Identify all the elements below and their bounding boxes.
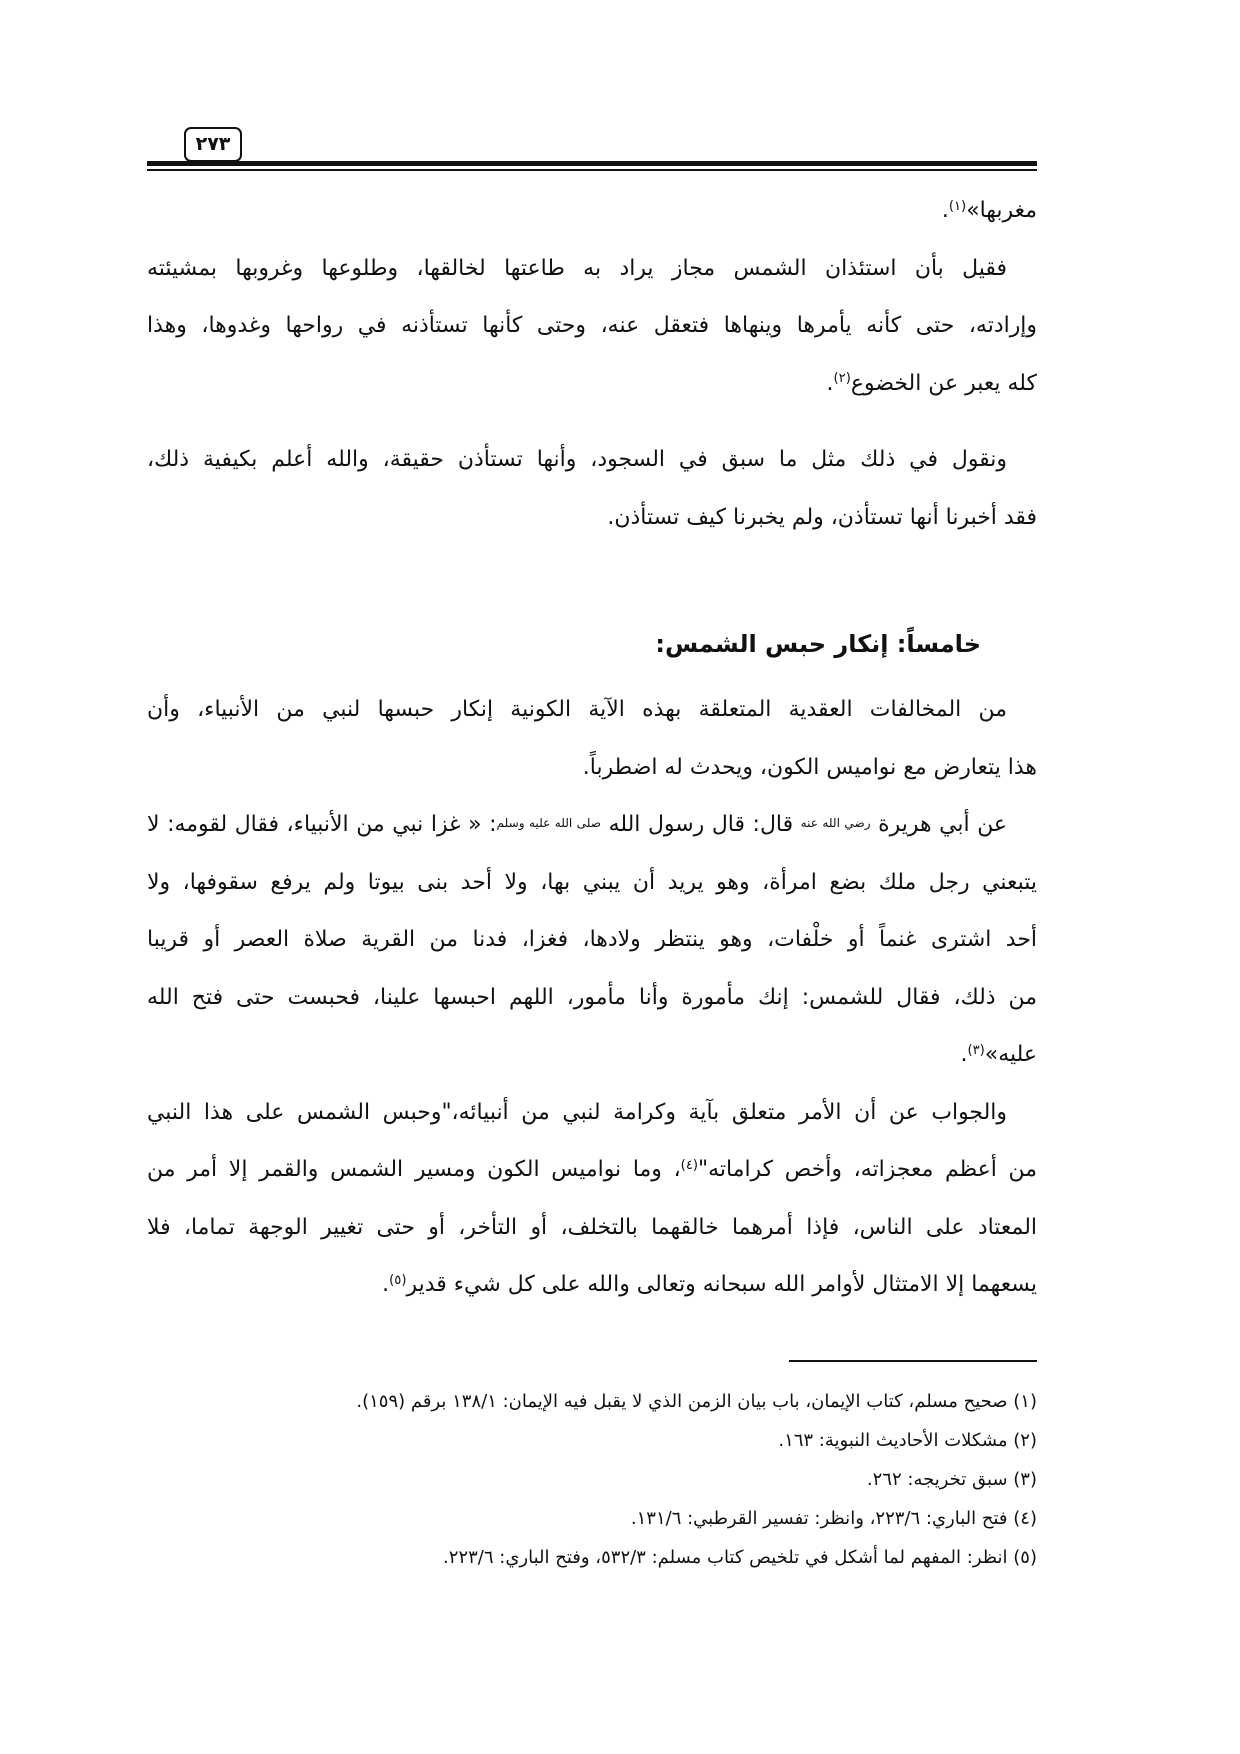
line-text: يتبعني رجل ملك بضع امرأة، وهو يريد أن يبني بها، ولا أحد بنى بيوتا ولم يرفع سقوفها، ولا xyxy=(147,869,1037,895)
line-text: ، وما نواميس الكون ومسير الشمس والقمر إلا أمر من xyxy=(147,1157,681,1182)
header-rule-thin xyxy=(147,169,1037,171)
text-line xyxy=(147,489,1037,547)
line-text: المعتاد على الناس، فإذا أمرهما خالقهما بالتخلف، أو التأخر، أو حتى تغيير الوجهة تماما، فلا xyxy=(147,1214,1037,1240)
footnote-number: (٣) xyxy=(1013,1469,1037,1490)
footnote-text: فتح الباري: ٢٢٣/٦، وانظر: تفسير القرطبي: ١٣١/٦. xyxy=(630,1508,1008,1529)
line-text: والجواب عن أن الأمر متعلق بآية وكرامة لنبي من أنبيائه،"وحبس الشمس على هذا النبي xyxy=(147,1099,1007,1125)
text-line xyxy=(147,182,1037,240)
footnote-number: (١) xyxy=(1013,1391,1037,1412)
text-line xyxy=(147,1141,1037,1199)
footnote-ref: (١) xyxy=(948,198,967,214)
line-text: . xyxy=(941,198,949,223)
line-text: من أعظم معجزاته، وأخص كراماته" xyxy=(698,1157,1037,1182)
footnote-ref: (٥) xyxy=(389,1272,407,1288)
honorific-glyph: صلى الله عليه وسلم xyxy=(496,815,601,830)
line-text: من ذلك، فقال للشمس: إنك مأمورة وأنا مأمور، اللهم احبسها علينا، فحبست حتى فتح الله xyxy=(147,984,1037,1010)
line-text: . xyxy=(960,1042,968,1067)
footnote-ref: (٢) xyxy=(833,371,851,387)
footnote-number: (٤) xyxy=(1013,1508,1037,1529)
line-text: فقيل بأن استئذان الشمس مجاز يراد به طاعتها لخالقها، وطلوعها وغروبها بمشيئته xyxy=(147,255,1007,281)
line-text: مغربها» xyxy=(966,198,1037,223)
footnote-ref: (٤) xyxy=(680,1157,699,1173)
paragraph xyxy=(147,796,1037,1084)
line-text: يسعهما إلا الامتثال لأوامر الله سبحانه وتعالى والله على كل شيء قدير xyxy=(406,1272,1037,1297)
footnote-text: مشكلات الأحاديث النبوية: ١٦٣. xyxy=(778,1430,1008,1451)
line-text: عليه» xyxy=(984,1042,1037,1067)
main-text xyxy=(147,182,1037,1314)
line-text: كله يعبر عن الخضوع xyxy=(850,370,1037,396)
footnote-text: انظر: المفهم لما أشكل في تلخيص كتاب مسلم: ٥٣٢/٣، وفتح الباري: ٢٢٣/٦. xyxy=(443,1547,1008,1568)
footnote-item xyxy=(147,1460,1037,1499)
footnote-item xyxy=(147,1382,1037,1421)
text-line xyxy=(147,739,1037,797)
footnote-text: صحيح مسلم، كتاب الإيمان، باب بيان الزمن الذي لا يقبل فيه الإيمان: ١٣٨/١ برقم (١٥٩). xyxy=(356,1391,1008,1412)
text-line xyxy=(147,911,1037,969)
header-rule-thick xyxy=(147,161,1037,166)
line-text: هذا يتعارض مع نواميس الكون، ويحدث له اضطرباً. xyxy=(582,754,1037,780)
paragraph xyxy=(147,1084,1037,1314)
footnote-number: (٥) xyxy=(1013,1547,1037,1568)
text-line xyxy=(147,240,1037,298)
paragraph xyxy=(147,431,1037,546)
text-line xyxy=(147,796,1037,854)
section-heading: خامساً: إنكار حبس الشمس: xyxy=(655,630,981,658)
text-line xyxy=(147,1026,1037,1084)
line-text: . xyxy=(826,370,834,396)
paragraph xyxy=(147,681,1037,796)
footnote-item xyxy=(147,1421,1037,1460)
paragraph xyxy=(147,240,1037,413)
footnotes xyxy=(147,1382,1037,1577)
footnote-item xyxy=(147,1538,1037,1577)
line-text: : « غزا نبي من الأنبياء، فقال لقومه: لا xyxy=(147,812,497,837)
text-line xyxy=(147,1084,1037,1142)
footnote-separator xyxy=(789,1360,1037,1362)
text-line xyxy=(147,969,1037,1027)
line-text: عن أبي هريرة xyxy=(878,812,1008,837)
text-line xyxy=(147,355,1037,413)
line-text: ونقول في ذلك مثل ما سبق في السجود، وأنها تستأذن حقيقة، والله أعلم بكيفية ذلك، xyxy=(147,447,1007,472)
text-line xyxy=(147,297,1037,355)
paragraph xyxy=(147,182,1037,240)
line-text: . xyxy=(382,1272,390,1297)
footnote-item xyxy=(147,1499,1037,1538)
honorific-glyph: رضي الله عنه xyxy=(800,815,871,830)
line-text: قال: قال رسول الله xyxy=(608,812,794,837)
line-text: من المخالفات العقدية المتعلقة بهذه الآية الكونية إنكار حبسها لنبي من الأنبياء، وأن xyxy=(147,697,1007,722)
text-line xyxy=(147,1199,1037,1257)
footnote-text: سبق تخريجه: ٢٦٢. xyxy=(866,1469,1008,1490)
page-number-box xyxy=(184,127,242,162)
text-line xyxy=(147,1256,1037,1314)
footnote-ref: (٣) xyxy=(967,1042,985,1058)
text-line xyxy=(147,431,1037,489)
text-line xyxy=(147,681,1037,739)
line-text: وإرادته، حتى كأنه يأمرها وينهاها فتعقل عنه، وحتى كأنها تستأذنه في رواحها وغدوها، وهذا xyxy=(147,313,1037,338)
line-text: فقد أخبرنا أنها تستأذن، ولم يخبرنا كيف تستأذن. xyxy=(607,504,1037,530)
footnote-number: (٢) xyxy=(1013,1430,1037,1451)
page-number: ٢٧٣ xyxy=(195,133,231,155)
line-text: أحد اشترى غنماً أو خلْفات، وهو ينتظر ولادها، فغزا، فدنا من القرية صلاة العصر أو قريبا xyxy=(147,927,1037,952)
text-line xyxy=(147,854,1037,912)
